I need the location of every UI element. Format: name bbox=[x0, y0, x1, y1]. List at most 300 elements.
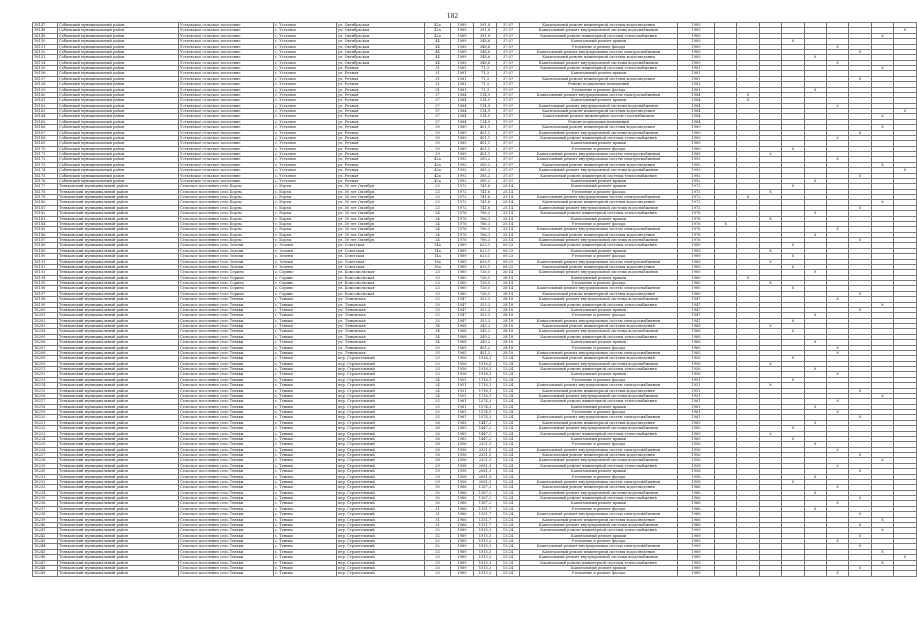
row-number-cell: 18243 bbox=[33, 539, 58, 544]
street-cell: ул. Октябрьская bbox=[337, 60, 425, 65]
period-cell: 1965 bbox=[678, 350, 715, 355]
street-cell: ул. Речная bbox=[337, 98, 425, 103]
settlement-cell: Сельское поселение село Теньки bbox=[179, 361, 274, 366]
locality-cell: с. Устьевое bbox=[274, 152, 337, 157]
locality-cell: с. Устьевое bbox=[274, 119, 337, 124]
locality-cell: с. Устьевое bbox=[274, 92, 337, 97]
house-number-cell: 24 bbox=[425, 216, 451, 221]
mark-cell: X bbox=[782, 264, 804, 269]
year-cell: 1956 bbox=[451, 356, 474, 361]
house-number-cell: 42а bbox=[425, 157, 451, 162]
mark-cell: X bbox=[849, 533, 871, 538]
area-cell: 353,3 bbox=[474, 297, 497, 302]
row-number-cell: 18157 bbox=[33, 76, 58, 81]
mark-cell: X bbox=[826, 463, 848, 468]
work-type-cell: Капитальный ремонт инженерной системы водоотведения bbox=[520, 109, 678, 114]
row-number-cell: 18222 bbox=[33, 426, 58, 431]
work-type-cell: Капитальный ремонт инженерной системы теплоснабжения bbox=[520, 334, 678, 339]
area-cell: 1151,7 bbox=[474, 517, 497, 522]
settlement-cell: Устьевское сельское поселение bbox=[179, 39, 274, 44]
municipality-cell: Теньковский муниципальный район bbox=[58, 512, 179, 517]
code-cell: 13:24 bbox=[497, 555, 520, 560]
locality-cell: с. Теньки bbox=[274, 539, 337, 544]
house-number-cell: 26 bbox=[425, 420, 451, 425]
year-cell: 1989 bbox=[451, 130, 474, 135]
period-cell: 1984 bbox=[678, 109, 715, 114]
municipality-cell: Теньковский муниципальный район bbox=[58, 356, 179, 361]
street-cell: ул. Ленинская bbox=[337, 297, 425, 302]
code-cell: 13:24 bbox=[497, 426, 520, 431]
period-cell: 1960 bbox=[678, 286, 715, 291]
row-number-cell: 18207 bbox=[33, 345, 58, 350]
area-cell: 2321,5 bbox=[474, 447, 497, 452]
work-type-cell: Капитальный ремонт инженерной системы теплоснабжения bbox=[520, 243, 678, 248]
house-number-cell: 42а bbox=[425, 178, 451, 183]
year-cell: 1989 bbox=[451, 23, 474, 28]
street-cell: пер. Строительный bbox=[337, 367, 425, 372]
mark-cell: X bbox=[759, 324, 781, 329]
year-cell: 1961 bbox=[451, 404, 474, 409]
row-number-cell: 18153 bbox=[33, 55, 58, 60]
year-cell: 1984 bbox=[451, 98, 474, 103]
locality-cell: с. Борзы bbox=[274, 232, 337, 237]
house-number-cell: 24 bbox=[425, 211, 451, 216]
row-number-cell: 18172 bbox=[33, 157, 58, 162]
street-cell: ул. 50 лет Октября bbox=[337, 216, 425, 221]
mark-cell: X bbox=[804, 367, 826, 372]
municipality-cell: Собинский муниципальный район bbox=[58, 71, 179, 76]
code-cell: 13:24 bbox=[497, 415, 520, 420]
code-cell: 25:14 bbox=[497, 189, 520, 194]
mark-cell bbox=[804, 571, 826, 576]
area-cell: 2321,5 bbox=[474, 458, 497, 463]
area-cell: 1574,3 bbox=[474, 410, 497, 415]
municipality-cell: Собинский муниципальный район bbox=[58, 44, 179, 49]
area-cell: 2081,3 bbox=[474, 463, 497, 468]
locality-cell: с. Устьевое bbox=[274, 33, 337, 38]
work-type-cell: Капитальный ремонт крыши bbox=[520, 275, 678, 280]
house-number-cell: 14а bbox=[425, 254, 451, 259]
period-cell: 1989 bbox=[678, 528, 715, 533]
code-cell: 28:18 bbox=[497, 324, 520, 329]
mark-cell: X bbox=[759, 189, 781, 194]
code-cell: 13:24 bbox=[497, 560, 520, 565]
municipality-cell: Собинский муниципальный район bbox=[58, 168, 179, 173]
area-cell: 1716,1 bbox=[474, 393, 497, 398]
code-cell: 37:07 bbox=[497, 82, 520, 87]
year-cell: 1965 bbox=[451, 426, 474, 431]
street-cell: пер. Строительный bbox=[337, 490, 425, 495]
period-cell: 1989 bbox=[678, 39, 715, 44]
house-number-cell: 33 bbox=[425, 302, 451, 307]
year-cell: 1958 bbox=[451, 479, 474, 484]
mark-cell: X bbox=[782, 286, 804, 291]
area-cell: 1167,2 bbox=[474, 496, 497, 501]
work-type-cell: Капитальный ремонт внутридомовой системы водоснабжения bbox=[520, 297, 678, 302]
code-cell: 13:24 bbox=[497, 544, 520, 549]
mark-cell: X bbox=[737, 98, 759, 103]
work-type-cell: Капитальный ремонт внутридомовой системы водоснабжения bbox=[520, 426, 678, 431]
period-cell: 1989 bbox=[678, 248, 715, 253]
municipality-cell: Собинский муниципальный район bbox=[58, 157, 179, 162]
code-cell: 37:07 bbox=[497, 33, 520, 38]
work-type-cell: Капитальный ремонт инженерной системы водоотведения bbox=[520, 453, 678, 458]
house-number-cell: 37 bbox=[425, 103, 451, 108]
settlement-cell: Устьевское сельское поселение bbox=[179, 173, 274, 178]
house-number-cell: 31 bbox=[425, 517, 451, 522]
house-number-cell: 42а bbox=[425, 168, 451, 173]
municipality-cell: Теньковский муниципальный район bbox=[58, 383, 179, 388]
house-number-cell: 39 bbox=[425, 146, 451, 151]
settlement-cell: Устьевское сельское поселение bbox=[179, 55, 274, 60]
locality-cell: с. Теньки bbox=[274, 506, 337, 511]
year-cell: 1966 bbox=[451, 485, 474, 490]
house-number-cell: 33 bbox=[425, 571, 451, 576]
period-cell: 1976 bbox=[678, 216, 715, 221]
mark-cell: X bbox=[782, 436, 804, 441]
mark-cell: X bbox=[849, 291, 871, 296]
row-number-cell: 18148 bbox=[33, 28, 58, 33]
period-cell: 1989 bbox=[678, 539, 715, 544]
mark-cell: X bbox=[804, 178, 826, 183]
work-type-cell: Капитальный ремонт внутридомовых систем электроснабжения bbox=[520, 259, 678, 264]
street-cell: ул. 50 лет Октября bbox=[337, 189, 425, 194]
year-cell: 1989 bbox=[451, 49, 474, 54]
settlement-cell: Устьевское сельское поселение bbox=[179, 82, 274, 87]
locality-cell: с. Теньки bbox=[274, 463, 337, 468]
year-cell: 1989 bbox=[451, 259, 474, 264]
period-cell: 1958 bbox=[678, 463, 715, 468]
settlement-cell: Сельское поселение село Борзы bbox=[179, 205, 274, 210]
area-cell: 1447,2 bbox=[474, 420, 497, 425]
area-cell: 348,6 bbox=[474, 55, 497, 60]
settlement-cell: Сельское поселение село Теньки bbox=[179, 307, 274, 312]
period-cell: 1958 bbox=[678, 474, 715, 479]
row-number-cell: 18224 bbox=[33, 436, 58, 441]
house-number-cell: 24 bbox=[425, 221, 451, 226]
settlement-cell: Сельское поселение село Теньки bbox=[179, 393, 274, 398]
area-cell: 1915,3 bbox=[474, 560, 497, 565]
locality-cell: с. Зелени bbox=[274, 248, 337, 253]
locality-cell: с. Теньки bbox=[274, 544, 337, 549]
year-cell: 1958 bbox=[451, 463, 474, 468]
municipality-cell: Теньковский муниципальный район bbox=[58, 189, 179, 194]
period-cell: 1976 bbox=[678, 211, 715, 216]
settlement-cell: Сельское поселение село Борзы bbox=[179, 232, 274, 237]
period-cell: 1965 bbox=[678, 436, 715, 441]
area-cell: 114,9 bbox=[474, 119, 497, 124]
row-number-cell: 18167 bbox=[33, 130, 58, 135]
house-number-cell: 30 bbox=[425, 496, 451, 501]
area-cell: 401,2 bbox=[474, 345, 497, 350]
municipality-cell: Теньковский муниципальный район bbox=[58, 517, 179, 522]
area-cell: 1716,1 bbox=[474, 377, 497, 382]
street-cell: ул. Комсомольская bbox=[337, 286, 425, 291]
year-cell: 1989 bbox=[451, 533, 474, 538]
area-cell: 741,6 bbox=[474, 195, 497, 200]
municipality-cell: Собинский муниципальный район bbox=[58, 92, 179, 97]
municipality-cell: Теньковский муниципальный район bbox=[58, 254, 179, 259]
mark-cell: X bbox=[894, 109, 916, 114]
mark-cell: X bbox=[782, 146, 804, 151]
work-type-cell: Капитальный ремонт внутридомовой системы водоснабжения bbox=[520, 555, 678, 560]
work-type-cell: Капитальный ремонт инженерной системы водоотведения bbox=[520, 291, 678, 296]
municipality-cell: Теньковский муниципальный район bbox=[58, 340, 179, 345]
street-cell: ул. Речная bbox=[337, 76, 425, 81]
area-cell: 401,2 bbox=[474, 350, 497, 355]
year-cell: 1989 bbox=[451, 152, 474, 157]
mark-cell: X bbox=[826, 103, 848, 108]
row-number-cell: 18204 bbox=[33, 329, 58, 334]
locality-cell: с. Сорино bbox=[274, 291, 337, 296]
street-cell: пер. Строительный bbox=[337, 506, 425, 511]
work-type-cell: Капитальный ремонт инженерной системы водоотведения bbox=[520, 356, 678, 361]
street-cell: ул. 50 лет Октября bbox=[337, 221, 425, 226]
row-number-cell: 18228 bbox=[33, 458, 58, 463]
period-cell: 1984 bbox=[678, 119, 715, 124]
year-cell: 1972 bbox=[451, 205, 474, 210]
municipality-cell: Теньковский муниципальный район bbox=[58, 447, 179, 452]
settlement-cell: Сельское поселение село Теньки bbox=[179, 340, 274, 345]
code-cell: 13:24 bbox=[497, 522, 520, 527]
period-cell: 1992 bbox=[678, 162, 715, 167]
locality-cell: с. Борзы bbox=[274, 216, 337, 221]
work-type-cell: Капитальный ремонт внутридомовых систем электроснабжения bbox=[520, 318, 678, 323]
municipality-cell: Теньковский муниципальный район bbox=[58, 528, 179, 533]
municipality-cell: Теньковский муниципальный район bbox=[58, 426, 179, 431]
period-cell: 1989 bbox=[678, 146, 715, 151]
period-cell: 1989 bbox=[678, 152, 715, 157]
year-cell: 1956 bbox=[451, 447, 474, 452]
settlement-cell: Сельское поселение село Теньки bbox=[179, 501, 274, 506]
settlement-cell: Устьевское сельское поселение bbox=[179, 76, 274, 81]
municipality-cell: Собинский муниципальный район bbox=[58, 28, 179, 33]
area-cell: 633,1 bbox=[474, 259, 497, 264]
year-cell: 1968 bbox=[451, 334, 474, 339]
row-number-cell: 18223 bbox=[33, 431, 58, 436]
house-number-cell: 28 bbox=[425, 442, 451, 447]
settlement-cell: Устьевское сельское поселение bbox=[179, 44, 274, 49]
house-number-cell: 32 bbox=[425, 544, 451, 549]
municipality-cell: Теньковский муниципальный район bbox=[58, 463, 179, 468]
house-number-cell: 31 bbox=[425, 66, 451, 71]
mark-cell: X bbox=[804, 55, 826, 60]
code-cell: 09:23 bbox=[497, 243, 520, 248]
row-number-cell: 18183 bbox=[33, 216, 58, 221]
area-cell: 786,3 bbox=[474, 221, 497, 226]
street-cell: пер. Строительный bbox=[337, 528, 425, 533]
year-cell: 1947 bbox=[451, 297, 474, 302]
locality-cell: с. Теньки bbox=[274, 388, 337, 393]
area-cell: 786,3 bbox=[474, 238, 497, 243]
area-cell: 623,1 bbox=[474, 248, 497, 253]
row-number-cell: 18178 bbox=[33, 189, 58, 194]
work-type-cell: Утепление и ремонт фасада bbox=[520, 539, 678, 544]
mark-cell bbox=[782, 571, 804, 576]
mark-cell: X bbox=[782, 479, 804, 484]
year-cell: 1989 bbox=[451, 146, 474, 151]
period-cell: 1989 bbox=[678, 565, 715, 570]
work-type-cell: Капитальный ремонт внутридомовой системы водоснабжения bbox=[520, 60, 678, 65]
street-cell: ул. Речная bbox=[337, 146, 425, 151]
row-number-cell: 18152 bbox=[33, 49, 58, 54]
settlement-cell: Сельское поселение село Теньки bbox=[179, 517, 274, 522]
street-cell: пер. Строительный bbox=[337, 539, 425, 544]
area-cell: 391,8 bbox=[474, 23, 497, 28]
row-number-cell: 18212 bbox=[33, 372, 58, 377]
house-number-cell: 14а bbox=[425, 243, 451, 248]
period-cell: 1966 bbox=[678, 501, 715, 506]
area-cell: 1716,1 bbox=[474, 388, 497, 393]
house-number-cell: 39 bbox=[425, 130, 451, 135]
code-cell: 25:14 bbox=[497, 195, 520, 200]
area-cell: 2321,5 bbox=[474, 453, 497, 458]
house-number-cell: 44 bbox=[425, 44, 451, 49]
locality-cell: с. Теньки bbox=[274, 549, 337, 554]
settlement-cell: Сельское поселение село Борзы bbox=[179, 189, 274, 194]
locality-cell: с. Устьевое bbox=[274, 157, 337, 162]
settlement-cell: Устьевское сельское поселение bbox=[179, 178, 274, 183]
work-type-cell: Утепление и ремонт фасада bbox=[520, 506, 678, 511]
mark-cell: X bbox=[871, 458, 893, 463]
house-number-cell: 23 bbox=[425, 270, 451, 275]
settlement-cell: Сельское поселение село Теньки bbox=[179, 485, 274, 490]
municipality-cell: Теньковский муниципальный район bbox=[58, 431, 179, 436]
year-cell: 1981 bbox=[451, 82, 474, 87]
row-number-cell: 18210 bbox=[33, 361, 58, 366]
period-cell: 1989 bbox=[678, 141, 715, 146]
period-cell: 1956 bbox=[678, 447, 715, 452]
settlement-cell: Устьевское сельское поселение bbox=[179, 146, 274, 151]
area-cell: 1447,2 bbox=[474, 436, 497, 441]
mark-cell: X bbox=[826, 571, 848, 576]
locality-cell: с. Теньки bbox=[274, 399, 337, 404]
year-cell: 1966 bbox=[451, 490, 474, 495]
area-cell: 353,3 bbox=[474, 318, 497, 323]
locality-cell: с. Теньки bbox=[274, 410, 337, 415]
work-type-cell: Капитальный ремонт инженерной системы теплоснабжения bbox=[520, 496, 678, 501]
house-number-cell: 23 bbox=[425, 205, 451, 210]
house-number-cell: 23 bbox=[425, 200, 451, 205]
street-cell: ул. Речная bbox=[337, 162, 425, 167]
street-cell: ул. Ленинская bbox=[337, 345, 425, 350]
locality-cell: с. Теньки bbox=[274, 426, 337, 431]
house-number-cell: 23 bbox=[425, 189, 451, 194]
row-number-cell: 18163 bbox=[33, 109, 58, 114]
settlement-cell: Устьевское сельское поселение bbox=[179, 23, 274, 28]
street-cell: ул. Речная bbox=[337, 71, 425, 76]
street-cell: ул. Октябрьская bbox=[337, 49, 425, 54]
code-cell: 25:14 bbox=[497, 184, 520, 189]
row-number-cell: 18216 bbox=[33, 393, 58, 398]
locality-cell: с. Сорино bbox=[274, 286, 337, 291]
municipality-cell: Теньковский муниципальный район bbox=[58, 442, 179, 447]
code-cell: 37:07 bbox=[497, 55, 520, 60]
settlement-cell: Сельское поселение село Теньки bbox=[179, 479, 274, 484]
row-number-cell: 18159 bbox=[33, 87, 58, 92]
period-cell: 1961 bbox=[678, 399, 715, 404]
municipality-cell: Теньковский муниципальный район bbox=[58, 479, 179, 484]
mark-cell: X bbox=[737, 275, 759, 280]
locality-cell: с. Теньки bbox=[274, 361, 337, 366]
code-cell: 37:07 bbox=[497, 44, 520, 49]
code-cell: 09:23 bbox=[497, 254, 520, 259]
house-number-cell: 37 bbox=[425, 92, 451, 97]
municipality-cell: Теньковский муниципальный район bbox=[58, 533, 179, 538]
locality-cell: с. Устьевое bbox=[274, 178, 337, 183]
municipality-cell: Теньковский муниципальный район bbox=[58, 436, 179, 441]
code-cell: 13:24 bbox=[497, 372, 520, 377]
work-type-cell: Капитальный ремонт инженерной системы водоотведения bbox=[520, 232, 678, 237]
street-cell: ул. Советская bbox=[337, 248, 425, 253]
period-cell: 1966 bbox=[678, 522, 715, 527]
work-type-cell: Утепление и ремонт фасада bbox=[520, 189, 678, 194]
area-cell: 1151,7 bbox=[474, 512, 497, 517]
work-type-cell: Капитальный ремонт внутридомовых систем электроснабжения bbox=[520, 157, 678, 162]
street-cell: ул. Октябрьская bbox=[337, 39, 425, 44]
period-cell: 1972 bbox=[678, 195, 715, 200]
municipality-cell: Теньковский муниципальный район bbox=[58, 377, 179, 382]
house-number-cell: 24 bbox=[425, 227, 451, 232]
settlement-cell: Устьевское сельское поселение bbox=[179, 33, 274, 38]
code-cell: 26:14 bbox=[497, 286, 520, 291]
work-type-cell: Капитальный ремонт крыши bbox=[520, 178, 678, 183]
area-cell: 741,6 bbox=[474, 184, 497, 189]
mark-cell: X bbox=[737, 195, 759, 200]
locality-cell: с. Теньки bbox=[274, 528, 337, 533]
municipality-cell: Теньковский муниципальный район bbox=[58, 555, 179, 560]
year-cell: 1984 bbox=[451, 92, 474, 97]
street-cell: пер. Строительный bbox=[337, 565, 425, 570]
area-cell: 71,3 bbox=[474, 76, 497, 81]
locality-cell: с. Устьевое bbox=[274, 109, 337, 114]
year-cell: 1992 bbox=[451, 178, 474, 183]
municipality-cell: Теньковский муниципальный район bbox=[58, 388, 179, 393]
settlement-cell: Сельское поселение село Теньки bbox=[179, 399, 274, 404]
row-number-cell: 18192 bbox=[33, 264, 58, 269]
year-cell: 1989 bbox=[451, 264, 474, 269]
year-cell: 1989 bbox=[451, 135, 474, 140]
mark-cell: X bbox=[894, 555, 916, 560]
settlement-cell: Сельское поселение село Теньки bbox=[179, 544, 274, 549]
row-number-cell: 18236 bbox=[33, 501, 58, 506]
municipality-cell: Собинский муниципальный район bbox=[58, 173, 179, 178]
mark-cell: X bbox=[804, 87, 826, 92]
year-cell: 1951 bbox=[451, 388, 474, 393]
settlement-cell: Сельское поселение село Теньки bbox=[179, 297, 274, 302]
code-cell: 13:24 bbox=[497, 453, 520, 458]
code-cell: 13:24 bbox=[497, 436, 520, 441]
code-cell: 13:24 bbox=[497, 512, 520, 517]
code-cell: 25:14 bbox=[497, 200, 520, 205]
locality-cell: с. Зелени bbox=[274, 259, 337, 264]
area-cell: 1447,2 bbox=[474, 426, 497, 431]
municipality-cell: Теньковский муниципальный район bbox=[58, 474, 179, 479]
municipality-cell: Теньковский муниципальный район bbox=[58, 248, 179, 253]
house-number-cell: 24 bbox=[425, 383, 451, 388]
street-cell: пер. Строительный bbox=[337, 447, 425, 452]
municipality-cell: Теньковский муниципальный район bbox=[58, 345, 179, 350]
work-type-cell: Утепление и ремонт фасада bbox=[520, 146, 678, 151]
locality-cell: с. Устьевое bbox=[274, 141, 337, 146]
period-cell: 1956 bbox=[678, 372, 715, 377]
work-type-cell: Капитальный ремонт инженерных систем газоснабжения bbox=[520, 114, 678, 119]
street-cell: ул. Речная bbox=[337, 135, 425, 140]
house-number-cell: 23 bbox=[425, 184, 451, 189]
period-cell: 1947 bbox=[678, 297, 715, 302]
area-cell: 1915,3 bbox=[474, 544, 497, 549]
mark-cell: X bbox=[871, 66, 893, 71]
